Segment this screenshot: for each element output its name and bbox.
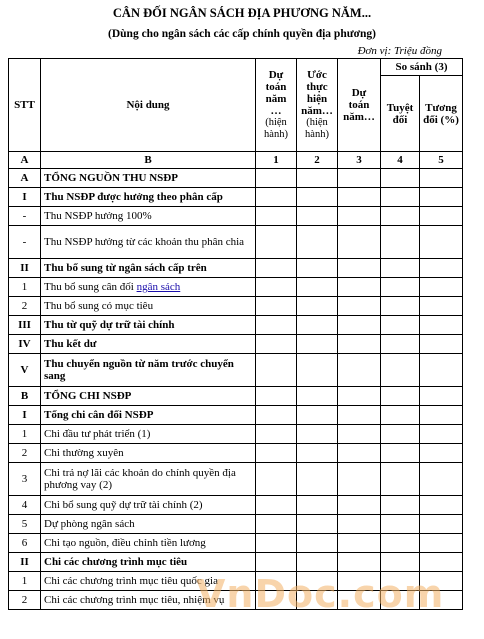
- row-content: [41, 534, 256, 553]
- value-cell: [420, 278, 463, 297]
- value-cell: [256, 444, 297, 463]
- table-row: [9, 207, 463, 226]
- row-text: Chi trả nợ lãi các khoản do chính quyền địa phương vay (2): [44, 467, 236, 491]
- index-cell: A: [9, 152, 41, 169]
- value-cell: [256, 534, 297, 553]
- value-cell: [381, 207, 420, 226]
- table-row: [9, 444, 463, 463]
- value-cell: [297, 316, 338, 335]
- header-abs: Tuyệt đối: [381, 76, 420, 152]
- row-stt: IV: [9, 335, 41, 354]
- table-row: [9, 169, 463, 188]
- value-cell: [297, 425, 338, 444]
- table-row: [9, 553, 463, 572]
- row-stt: V: [9, 354, 41, 387]
- header-col1-title: Dự toán năm …: [265, 69, 287, 117]
- row-text: Thu NSĐP hưởng 100%: [44, 210, 152, 222]
- value-cell: [338, 463, 381, 496]
- value-cell: [381, 316, 420, 335]
- value-cell: [381, 515, 420, 534]
- value-cell: [338, 335, 381, 354]
- value-cell: [256, 169, 297, 188]
- index-cell: 1: [256, 152, 297, 169]
- row-stt: 5: [9, 515, 41, 534]
- value-cell: [256, 297, 297, 316]
- value-cell: [297, 226, 338, 259]
- value-cell: [256, 188, 297, 207]
- value-cell: [420, 425, 463, 444]
- value-cell: [256, 207, 297, 226]
- value-cell: [381, 169, 420, 188]
- value-cell: [420, 226, 463, 259]
- row-content: [41, 425, 256, 444]
- row-content: [41, 226, 256, 259]
- value-cell: [420, 354, 463, 387]
- value-cell: [381, 387, 420, 406]
- value-cell: [297, 207, 338, 226]
- value-cell: [297, 553, 338, 572]
- header-stt: STT: [9, 59, 41, 152]
- row-text: Thu bổ sung cân đối: [44, 281, 137, 293]
- page-subtitle: (Dùng cho ngân sách các cấp chính quyền địa phương): [108, 28, 376, 40]
- row-content: [41, 496, 256, 515]
- row-content: [41, 316, 256, 335]
- index-row: [9, 152, 463, 169]
- row-stt: 1: [9, 278, 41, 297]
- row-content: [41, 297, 256, 316]
- value-cell: [338, 387, 381, 406]
- row-content: [41, 278, 256, 297]
- value-cell: [381, 297, 420, 316]
- row-content: [41, 335, 256, 354]
- value-cell: [297, 515, 338, 534]
- value-cell: [256, 553, 297, 572]
- table-row: [9, 406, 463, 425]
- table-row: [9, 534, 463, 553]
- value-cell: [338, 534, 381, 553]
- value-cell: [338, 169, 381, 188]
- value-cell: [338, 496, 381, 515]
- value-cell: [381, 496, 420, 515]
- budget-table: [8, 58, 463, 610]
- value-cell: [381, 335, 420, 354]
- table-row: [9, 259, 463, 278]
- value-cell: [338, 188, 381, 207]
- table-row: [9, 463, 463, 496]
- header-content: Nội dung: [41, 59, 256, 152]
- value-cell: [420, 188, 463, 207]
- row-text: Tổng chi cân đối NSĐP: [44, 409, 154, 421]
- row-text: Thu chuyển nguồn từ năm trước chuyển sang: [44, 358, 234, 382]
- row-stt: I: [9, 188, 41, 207]
- value-cell: [297, 387, 338, 406]
- row-content: [41, 207, 256, 226]
- value-cell: [297, 188, 338, 207]
- row-stt: 2: [9, 591, 41, 610]
- table-row: [9, 496, 463, 515]
- value-cell: [297, 278, 338, 297]
- row-stt: B: [9, 387, 41, 406]
- value-cell: [297, 169, 338, 188]
- row-content: [41, 354, 256, 387]
- value-cell: [381, 278, 420, 297]
- value-cell: [256, 354, 297, 387]
- value-cell: [420, 496, 463, 515]
- row-text: Chi các chương trình mục tiêu quốc gia: [44, 575, 218, 587]
- header-rel: Tương đối (%): [420, 76, 463, 152]
- value-cell: [420, 207, 463, 226]
- row-content: [41, 188, 256, 207]
- row-stt: 2: [9, 444, 41, 463]
- row-text: TỔNG NGUỒN THU NSĐP: [44, 172, 178, 184]
- value-cell: [297, 335, 338, 354]
- table-row: [9, 188, 463, 207]
- table-row: [9, 335, 463, 354]
- index-cell: 3: [338, 152, 381, 169]
- value-cell: [420, 444, 463, 463]
- value-cell: [338, 354, 381, 387]
- value-cell: [297, 496, 338, 515]
- budget-link[interactable]: ngân sách: [136, 281, 181, 293]
- row-text: Chi tạo nguồn, điều chỉnh tiền lương: [44, 537, 206, 549]
- row-text: Chi các chương trình mục tiêu: [44, 556, 188, 568]
- row-text: Thu bổ sung có mục tiêu: [44, 300, 154, 312]
- value-cell: [420, 463, 463, 496]
- header-col1: [256, 59, 297, 152]
- table-row: [9, 387, 463, 406]
- header-col2-title: Ước thực hiện năm…: [301, 69, 333, 117]
- value-cell: [381, 354, 420, 387]
- index-cell: 4: [381, 152, 420, 169]
- row-stt: III: [9, 316, 41, 335]
- value-cell: [420, 553, 463, 572]
- row-content: [41, 259, 256, 278]
- header-col3: Dự toán năm…: [338, 59, 381, 152]
- row-content: [41, 406, 256, 425]
- value-cell: [338, 316, 381, 335]
- row-stt: A: [9, 169, 41, 188]
- row-text: Chi bổ sung quỹ dự trữ tài chính (2): [44, 499, 203, 511]
- value-cell: [420, 169, 463, 188]
- row-stt: II: [9, 259, 41, 278]
- table-row: [9, 278, 463, 297]
- unit-label: Đơn vị: Triệu đồng: [357, 45, 442, 57]
- value-cell: [338, 406, 381, 425]
- row-content: [41, 553, 256, 572]
- row-text: Thu bổ sung từ ngân sách cấp trên: [44, 262, 207, 274]
- value-cell: [297, 259, 338, 278]
- value-cell: [297, 534, 338, 553]
- row-text: Chi thường xuyên: [44, 447, 124, 459]
- value-cell: [256, 316, 297, 335]
- row-text: Chi các chương trình mục tiêu, nhiệm vụ: [44, 594, 225, 606]
- value-cell: [297, 463, 338, 496]
- value-cell: [381, 226, 420, 259]
- value-cell: [338, 278, 381, 297]
- row-stt: -: [9, 226, 41, 259]
- row-text: Thu NSĐP được hưởng theo phân cấp: [44, 191, 223, 203]
- value-cell: [256, 335, 297, 354]
- value-cell: [256, 259, 297, 278]
- value-cell: [420, 387, 463, 406]
- row-text: Thu NSĐP hưởng từ các khoản thu phân chia: [44, 236, 245, 248]
- row-content: [41, 387, 256, 406]
- row-stt: 4: [9, 496, 41, 515]
- value-cell: [338, 207, 381, 226]
- row-content: [41, 444, 256, 463]
- value-cell: [256, 515, 297, 534]
- value-cell: [420, 316, 463, 335]
- value-cell: [338, 444, 381, 463]
- value-cell: [420, 259, 463, 278]
- value-cell: [381, 444, 420, 463]
- row-stt: 3: [9, 463, 41, 496]
- value-cell: [381, 553, 420, 572]
- value-cell: [297, 444, 338, 463]
- value-cell: [256, 278, 297, 297]
- row-text: TỔNG CHI NSĐP: [44, 390, 132, 402]
- value-cell: [420, 297, 463, 316]
- row-stt: 6: [9, 534, 41, 553]
- value-cell: [381, 534, 420, 553]
- table-row: [9, 354, 463, 387]
- table-row: [9, 226, 463, 259]
- header-col2-note: (hiện hành): [305, 117, 329, 140]
- value-cell: [381, 188, 420, 207]
- value-cell: [256, 463, 297, 496]
- value-cell: [381, 463, 420, 496]
- table-row: [9, 425, 463, 444]
- index-cell: 2: [297, 152, 338, 169]
- value-cell: [338, 515, 381, 534]
- row-stt: 2: [9, 297, 41, 316]
- watermark-logo: VnDoc.com: [196, 572, 445, 616]
- value-cell: [256, 496, 297, 515]
- row-content: [41, 169, 256, 188]
- row-content: [41, 463, 256, 496]
- value-cell: [420, 406, 463, 425]
- table-row: [9, 297, 463, 316]
- value-cell: [381, 406, 420, 425]
- value-cell: [297, 354, 338, 387]
- value-cell: [256, 226, 297, 259]
- value-cell: [338, 553, 381, 572]
- value-cell: [297, 297, 338, 316]
- table-row: [9, 316, 463, 335]
- value-cell: [381, 259, 420, 278]
- value-cell: [381, 425, 420, 444]
- row-stt: 1: [9, 572, 41, 591]
- value-cell: [256, 387, 297, 406]
- value-cell: [420, 534, 463, 553]
- header-col1-note: (hiện hành): [264, 117, 288, 140]
- value-cell: [338, 297, 381, 316]
- index-cell: B: [41, 152, 256, 169]
- row-text: Thu kết dư: [44, 338, 97, 350]
- value-cell: [338, 226, 381, 259]
- row-text: Thu từ quỹ dự trữ tài chính: [44, 319, 175, 331]
- row-text: Chi đầu tư phát triển (1): [44, 428, 151, 440]
- row-stt: II: [9, 553, 41, 572]
- page-title: CÂN ĐỐI NGÂN SÁCH ĐỊA PHƯƠNG NĂM...: [112, 6, 372, 20]
- row-content: [41, 515, 256, 534]
- row-stt: I: [9, 406, 41, 425]
- header-compare: So sánh (3): [381, 59, 463, 76]
- row-stt: 1: [9, 425, 41, 444]
- header-col2: [297, 59, 338, 152]
- index-cell: 5: [420, 152, 463, 169]
- value-cell: [420, 335, 463, 354]
- value-cell: [256, 425, 297, 444]
- value-cell: [338, 259, 381, 278]
- table-row: [9, 515, 463, 534]
- row-stt: -: [9, 207, 41, 226]
- value-cell: [297, 406, 338, 425]
- row-text: Dự phòng ngân sách: [44, 518, 135, 530]
- value-cell: [420, 515, 463, 534]
- value-cell: [256, 406, 297, 425]
- value-cell: [338, 425, 381, 444]
